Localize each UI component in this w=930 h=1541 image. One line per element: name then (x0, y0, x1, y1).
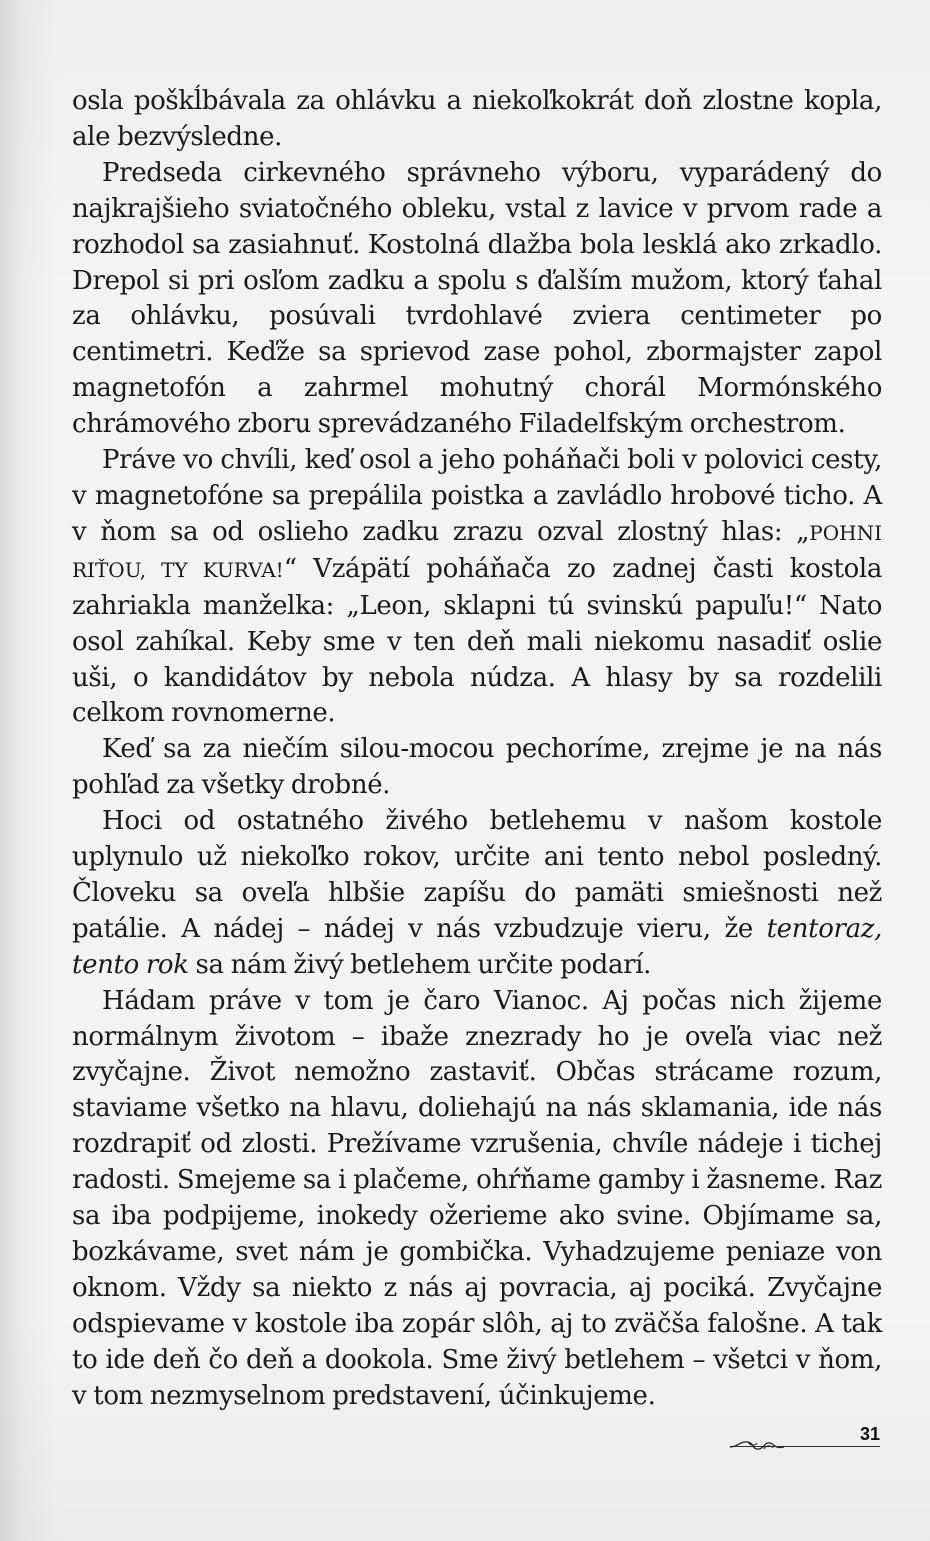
page-text (72, 84, 882, 1415)
paragraph-3 (72, 443, 882, 732)
paragraph-2: Predseda cirkevného správneho výboru, vyparádený do najkrajšieho sviatočného obleku, vstal z lavice v prvom rade a rozhodol sa zasiahnuť. Kostolná dlažba bola lesklá ako zrkadlo. Drepol si pri osľom zadku a spolu s ďalším mužom, ktorý ťahal za ohlávku, posúvali tvrdohlavé zviera centimeter po centimetri. Keďže sa sprievod zase pohol, zbormajster zapol magnetofón a zahrmel mohutný chorál Mormónského chrámového zboru sprevádzaného Filadelfským orchestrom. (72, 157, 882, 440)
paragraph-3-text-start: Práve vo chvíli, keď osol a jeho poháňači boli v polovici cesty, v magnetofóne sa prepálila poistka a zavládlo hrobové ticho. A v ňom sa od oslieho zadku zrazu ozval zlostný hlas: „ (72, 445, 882, 547)
paragraph-3-text-end: “ Vzápätí poháňača zo zadnej časti kostola zahriakla manželka: „Leon, sklapni tú svinskú papuľu!“ Nato osol zahíkal. Keby sme v ten deň mali niekomu nasadiť oslie uši, o kandidátov by nebola núdza. A hlasy by sa rozdelili celkom rovnomerne. (72, 553, 882, 729)
paragraph-6: Hádam práve v tom je čaro Vianoc. Aj počas nich žijeme normálnym životom – ibaže znezrady ho je oveľa viac než zvyčajne. Život nemožno zastaviť. Občas strácame rozum, staviame všetko na hlavu, doliehajú na nás sklamania, ide nás rozdrapiť od zlosti. Prežívame vzrušenia, chvíle nádeje i tichej radosti. Smejeme sa i plačeme, ohŕňame gamby i žasneme. Raz sa iba podpijeme, inokedy ožerieme ako svine. Objímame sa, bozkávame, svet nám je gombička. Vyhadzujeme peniaze von oknom. Vždy sa niekto z nás aj povracia, aj pociká. Zvyčajne odspievame v kostole iba zopár slôh, aj to zväčša falošne. A tak to ide deň čo deň a dookola. Sme živý betlehem – všetci v ňom, v tom nezmyselnom predstavení, účinkujeme. (72, 985, 882, 1411)
small-caps-shout: POHNI RIŤOU, TY KURVA! (72, 520, 882, 582)
page-number: 31 (859, 1424, 880, 1444)
paragraph-1: osla poškĺbávala za ohlávku a niekoľkokrát doň zlostne kopla, ale bezvýsledne. (72, 86, 882, 152)
paragraph-5-text-start: Hoci od ostatného živého betlehemu v našom kostole uplynulo už niekoľko rokov, určite ani tento nebol posledný. Človeku sa oveľa hlbšie zapíšu do pamäti smiešnosti než patálie. A nádej – nádej v nás vzbudzuje vieru, že (72, 806, 882, 944)
paragraph-5 (72, 804, 882, 984)
paragraph-4: Keď sa za niečím silou-mocou pechoríme, zrejme je na nás pohľad za všetky drobné. (72, 734, 882, 801)
flourish-ornament-icon (728, 1437, 786, 1455)
italic-emphasis: tentoraz, tento rok (72, 913, 882, 980)
book-page (72, 84, 882, 1411)
paragraph-5-text-end: sa nám živý betlehem určite podarí. (188, 949, 652, 980)
page-footer (700, 1424, 880, 1464)
